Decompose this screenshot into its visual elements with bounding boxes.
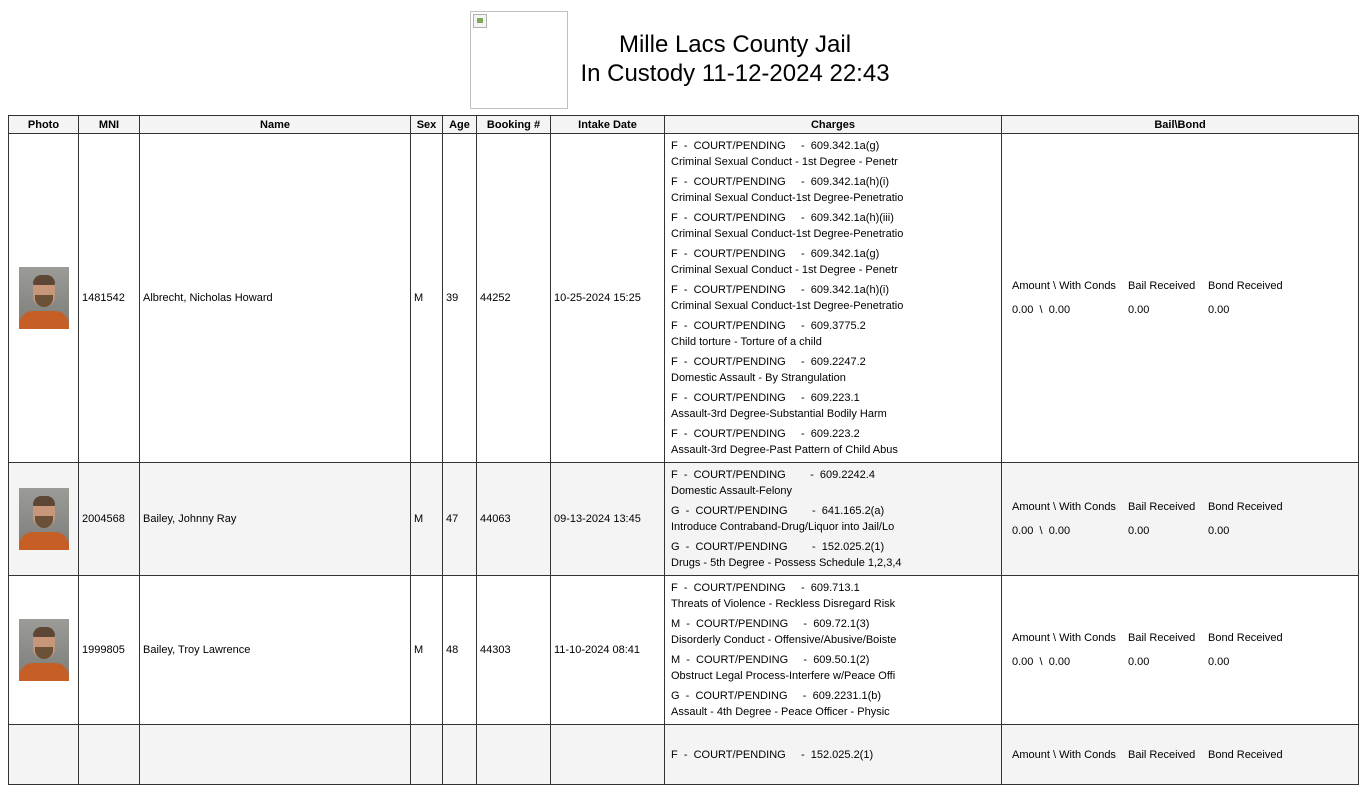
intake-date-cell bbox=[551, 725, 665, 785]
table-row bbox=[9, 725, 1359, 785]
name-cell: Albrecht, Nicholas Howard bbox=[140, 134, 411, 463]
mugshot-hair bbox=[33, 275, 55, 285]
bail-summary bbox=[1005, 626, 1355, 674]
col-header-sex: Sex bbox=[411, 116, 443, 134]
photo-cell bbox=[9, 463, 79, 576]
charge-entry bbox=[671, 174, 995, 206]
charge-statute: F - COURT/PENDING - 609.2242.4 bbox=[671, 469, 875, 481]
charges-cell bbox=[665, 576, 1002, 725]
name-cell bbox=[140, 725, 411, 785]
bail-values-row bbox=[1012, 519, 1355, 543]
charge-description: Disorderly Conduct - Offensive/Abusive/Boiste bbox=[671, 634, 897, 646]
charge-statute: F - COURT/PENDING - 609.342.1a(h)(i) bbox=[671, 284, 890, 296]
charge-description: Domestic Assault - By Strangulation bbox=[671, 372, 846, 384]
charge-description: Criminal Sexual Conduct - 1st Degree - Penetr bbox=[671, 156, 898, 168]
bond-received-value: 0.00 bbox=[1208, 525, 1230, 537]
age-cell bbox=[443, 725, 477, 785]
bail-received-label: Bail Received bbox=[1128, 748, 1196, 761]
photo-cell bbox=[9, 576, 79, 725]
page-header bbox=[0, 0, 1366, 114]
charge-description: Assault-3rd Degree-Substantial Bodily Harm bbox=[671, 408, 887, 420]
bail-bond-cell bbox=[1002, 134, 1359, 463]
charge-entry bbox=[671, 652, 995, 684]
col-header-mni: MNI bbox=[79, 116, 140, 134]
bond-received-value: 0.00 bbox=[1208, 304, 1230, 316]
bond-received-label: Bond Received bbox=[1208, 748, 1283, 761]
charge-entry bbox=[671, 318, 995, 350]
table-row bbox=[9, 463, 1359, 576]
charge-description: Introduce Contraband-Drug/Liquor into Jail/Lo bbox=[671, 521, 895, 533]
mugshot-image[interactable] bbox=[19, 267, 69, 329]
charge-statute: F - COURT/PENDING - 609.3775.2 bbox=[671, 320, 866, 332]
bail-bond-cell bbox=[1002, 725, 1359, 785]
bail-labels-row bbox=[1012, 495, 1355, 519]
charge-entry bbox=[671, 616, 995, 648]
mugshot-image[interactable] bbox=[19, 488, 69, 550]
mugshot-shirt bbox=[19, 663, 69, 681]
charge-entry bbox=[671, 246, 995, 278]
booking-cell: 44063 bbox=[477, 463, 551, 576]
bond-received-value: 0.00 bbox=[1208, 656, 1230, 668]
bail-amount-value: 0.00 \ 0.00 bbox=[1012, 525, 1071, 537]
bail-summary bbox=[1005, 743, 1355, 767]
charge-entry bbox=[671, 210, 995, 242]
page-subtitle: In Custody 11-12-2024 22:43 bbox=[580, 60, 890, 87]
charge-entry bbox=[671, 688, 995, 720]
intake-date-cell: 10-25-2024 15:25 bbox=[551, 134, 665, 463]
bail-received-value: 0.00 bbox=[1128, 304, 1150, 316]
charge-entry bbox=[671, 426, 995, 458]
charge-statute: F - COURT/PENDING - 609.223.1 bbox=[671, 392, 860, 404]
intake-date-cell: 09-13-2024 13:45 bbox=[551, 463, 665, 576]
table-row bbox=[9, 576, 1359, 725]
charge-entry bbox=[671, 503, 995, 535]
charge-entry bbox=[671, 138, 995, 170]
charge-statute: F - COURT/PENDING - 609.713.1 bbox=[671, 582, 860, 594]
charge-statute: G - COURT/PENDING - 641.165.2(a) bbox=[671, 505, 885, 517]
charge-entry bbox=[671, 282, 995, 314]
col-header-booking: Booking # bbox=[477, 116, 551, 134]
charge-description: Domestic Assault-Felony bbox=[671, 485, 793, 497]
charge-statute: G - COURT/PENDING - 152.025.2(1) bbox=[671, 541, 885, 553]
table-row bbox=[9, 134, 1359, 463]
page-title: Mille Lacs County Jail bbox=[618, 31, 852, 58]
mugshot-image[interactable] bbox=[19, 619, 69, 681]
bail-amount-value: 0.00 \ 0.00 bbox=[1012, 656, 1071, 668]
charge-statute: F - COURT/PENDING - 609.342.1a(g) bbox=[671, 140, 880, 152]
mugshot-shirt bbox=[19, 311, 69, 329]
charge-statute: F - COURT/PENDING - 152.025.2(1) bbox=[671, 748, 874, 761]
bail-amount-label: Amount \ With Conds bbox=[1012, 748, 1116, 761]
age-cell: 48 bbox=[443, 576, 477, 725]
charge-statute: F - COURT/PENDING - 609.342.1a(h)(i) bbox=[671, 176, 890, 188]
mugshot-hair bbox=[33, 496, 55, 506]
bail-values-row bbox=[1012, 298, 1355, 322]
name-cell: Bailey, Johnny Ray bbox=[140, 463, 411, 576]
charge-entry bbox=[671, 580, 995, 612]
bail-labels-row bbox=[1012, 274, 1355, 298]
bond-received-label: Bond Received bbox=[1208, 632, 1283, 644]
age-cell: 39 bbox=[443, 134, 477, 463]
intake-date-cell: 11-10-2024 08:41 bbox=[551, 576, 665, 725]
charge-description: Assault-3rd Degree-Past Pattern of Child Abus bbox=[671, 444, 898, 456]
bail-amount-label: Amount \ With Conds bbox=[1012, 280, 1116, 292]
broken-image-icon bbox=[473, 14, 487, 28]
sex-cell bbox=[411, 725, 443, 785]
charge-description: Assault - 4th Degree - Peace Officer - Physic bbox=[671, 706, 890, 718]
bail-summary bbox=[1005, 495, 1355, 543]
bond-received-label: Bond Received bbox=[1208, 501, 1283, 513]
bail-received-value: 0.00 bbox=[1128, 525, 1150, 537]
sex-cell: M bbox=[411, 134, 443, 463]
bail-amount-value: 0.00 \ 0.00 bbox=[1012, 304, 1071, 316]
charge-statute: F - COURT/PENDING - 609.2247.2 bbox=[671, 356, 866, 368]
mni-cell: 1481542 bbox=[79, 134, 140, 463]
col-header-name: Name bbox=[140, 116, 411, 134]
charge-statute: G - COURT/PENDING - 609.2231.1(b) bbox=[671, 690, 882, 702]
photo-cell bbox=[9, 725, 79, 785]
col-header-age: Age bbox=[443, 116, 477, 134]
charge-entry bbox=[671, 354, 995, 386]
sex-cell: M bbox=[411, 463, 443, 576]
bail-amount-label: Amount \ With Conds bbox=[1012, 501, 1116, 513]
charge-statute: M - COURT/PENDING - 609.72.1(3) bbox=[671, 618, 870, 630]
charge-statute: F - COURT/PENDING - 609.342.1a(g) bbox=[671, 248, 880, 260]
bail-summary bbox=[1005, 274, 1355, 322]
bail-amount-label: Amount \ With Conds bbox=[1012, 632, 1116, 644]
charge-statute: F - COURT/PENDING - 609.223.2 bbox=[671, 428, 860, 440]
charge-entry bbox=[671, 747, 995, 763]
booking-cell: 44252 bbox=[477, 134, 551, 463]
bail-received-label: Bail Received bbox=[1128, 280, 1196, 292]
col-header-intake: Intake Date bbox=[551, 116, 665, 134]
charge-description: Child torture - Torture of a child bbox=[671, 336, 822, 348]
age-cell: 47 bbox=[443, 463, 477, 576]
booking-cell bbox=[477, 725, 551, 785]
charges-cell bbox=[665, 725, 1002, 785]
bail-labels-row bbox=[1012, 626, 1355, 650]
county-logo-image bbox=[470, 11, 568, 109]
charges-cell bbox=[665, 134, 1002, 463]
charge-entry bbox=[671, 467, 995, 499]
charge-description: Criminal Sexual Conduct-1st Degree-Penetratio bbox=[671, 228, 904, 240]
mni-cell: 2004568 bbox=[79, 463, 140, 576]
inmate-roster-table bbox=[8, 115, 1359, 785]
col-header-bail: Bail\Bond bbox=[1002, 116, 1359, 134]
charge-entry bbox=[671, 390, 995, 422]
charge-description: Criminal Sexual Conduct - 1st Degree - Penetr bbox=[671, 264, 898, 276]
bail-bond-cell bbox=[1002, 576, 1359, 725]
charge-statute: F - COURT/PENDING - 609.342.1a(h)(iii) bbox=[671, 212, 894, 224]
bail-received-value: 0.00 bbox=[1128, 656, 1150, 668]
name-cell: Bailey, Troy Lawrence bbox=[140, 576, 411, 725]
photo-cell bbox=[9, 134, 79, 463]
charge-description: Criminal Sexual Conduct-1st Degree-Penetratio bbox=[671, 300, 904, 312]
table-header-row bbox=[9, 116, 1359, 134]
bail-bond-cell bbox=[1002, 463, 1359, 576]
booking-cell: 44303 bbox=[477, 576, 551, 725]
bail-values-row bbox=[1012, 650, 1355, 674]
bail-labels-row bbox=[1012, 743, 1355, 767]
charge-entry bbox=[671, 539, 995, 571]
mni-cell bbox=[79, 725, 140, 785]
charge-statute: M - COURT/PENDING - 609.50.1(2) bbox=[671, 654, 870, 666]
charges-cell bbox=[665, 463, 1002, 576]
sex-cell: M bbox=[411, 576, 443, 725]
charge-description: Drugs - 5th Degree - Possess Schedule 1,2,3,4 bbox=[671, 557, 902, 569]
col-header-photo: Photo bbox=[9, 116, 79, 134]
charge-description: Obstruct Legal Process-Interfere w/Peace Offi bbox=[671, 670, 896, 682]
charge-description: Criminal Sexual Conduct-1st Degree-Penetratio bbox=[671, 192, 904, 204]
mugshot-shirt bbox=[19, 532, 69, 550]
mugshot-hair bbox=[33, 627, 55, 637]
header-titles bbox=[570, 30, 900, 88]
charge-description: Threats of Violence - Reckless Disregard Risk bbox=[671, 598, 896, 610]
col-header-charges: Charges bbox=[665, 116, 1002, 134]
bail-received-label: Bail Received bbox=[1128, 501, 1196, 513]
bail-received-label: Bail Received bbox=[1128, 632, 1196, 644]
bond-received-label: Bond Received bbox=[1208, 280, 1283, 292]
mni-cell: 1999805 bbox=[79, 576, 140, 725]
